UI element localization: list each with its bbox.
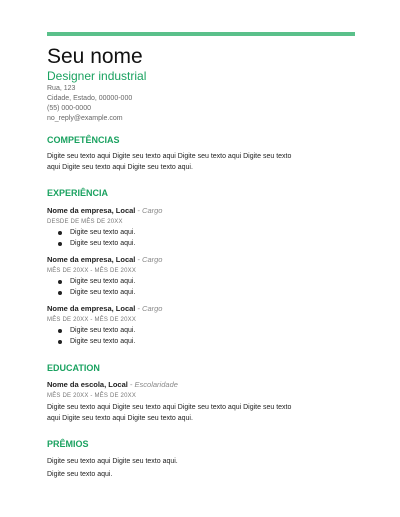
contact-address: Rua, 123 [47,85,76,92]
contact-email: no_reply@example.com [47,115,123,122]
contact-phone: (55) 000-0000 [47,105,91,112]
bullet-text: Digite seu texto aqui. [70,327,136,334]
list-item [58,287,135,298]
section-title-experience: EXPERIÊNCIA [47,188,109,198]
contact-block [47,84,132,124]
education-title [47,380,178,390]
job-sep: - [135,206,143,215]
job-position: Cargo [142,255,163,264]
job-sep: - [135,255,143,264]
job-position: Cargo [142,206,163,215]
job-org: Nome da empresa, Local [47,206,136,215]
list-item [58,276,135,287]
bullet-icon [58,291,62,295]
list-item [58,227,135,238]
bullet-text: Digite seu texto aqui. [70,278,136,285]
education-text: Digite seu texto aqui Digite seu texto aqui Digite seu texto aqui Digite seu texto aqui Digite seu texto aqui Digite seu texto aqui. [47,404,292,422]
section-title-education: EDUCATION [47,363,100,373]
bullet-icon [58,280,62,284]
bullet-icon [58,340,62,344]
bullet-text: Digite seu texto aqui. [70,289,136,296]
bullet-icon [58,329,62,333]
bullet-text: Digite seu texto aqui. [70,338,136,345]
school-degree: Escolaridade [134,380,178,389]
job-bullets [58,325,135,347]
job-title [47,206,162,216]
job-org: Nome da empresa, Local [47,304,136,313]
bullet-text: Digite seu texto aqui. [70,229,136,236]
resume-role: Designer industrial [47,69,147,83]
job-org: Nome da empresa, Local [47,255,136,264]
section-title-skills: COMPETÊNCIAS [47,135,120,145]
school-org: Nome da escola, Local [47,380,128,389]
bullet-icon [58,242,62,246]
award-line: Digite seu texto aqui Digite seu texto aqui. [47,458,178,465]
bullet-icon [58,231,62,235]
contact-city: Cidade, Estado, 00000-000 [47,95,133,102]
award-line: Digite seu texto aqui. [47,471,113,478]
resume-name: Seu nome [47,45,143,68]
list-item [58,336,135,347]
job-title [47,255,162,265]
list-item [58,238,135,249]
job-sep: - [135,304,143,313]
list-item [58,325,135,336]
job-date: DESDE DE MÊS DE 20XX [47,219,123,225]
job-bullets [58,276,135,298]
school-sep: - [127,380,135,389]
skills-text: Digite seu texto aqui Digite seu texto aqui Digite seu texto aqui Digite seu texto aqui Digite seu texto aqui Digite seu texto aqui. [47,153,292,171]
job-bullets [58,227,135,249]
job-date: MÊS DE 20XX - MÊS DE 20XX [47,317,137,323]
job-date: MÊS DE 20XX - MÊS DE 20XX [47,268,137,274]
job-position: Cargo [142,304,163,313]
section-title-awards: PRÊMIOS [47,439,89,449]
bullet-text: Digite seu texto aqui. [70,240,136,247]
education-date: MÊS DE 20XX - MÊS DE 20XX [47,393,137,399]
job-title [47,304,162,314]
accent-bar [47,32,355,36]
